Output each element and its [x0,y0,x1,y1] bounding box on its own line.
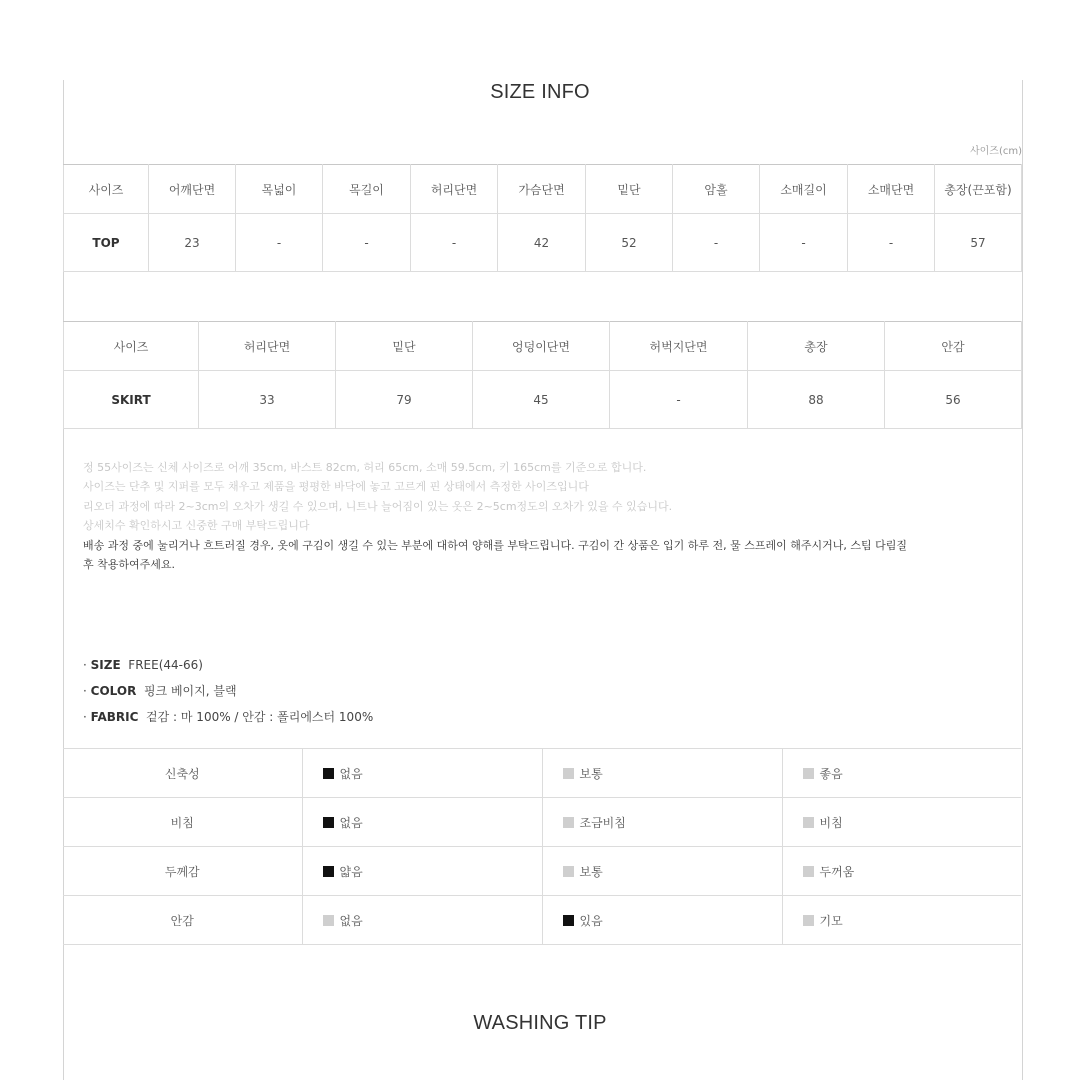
checkbox-square-icon [803,817,814,828]
spec-key: COLOR [90,684,137,698]
checkbox-square-icon [803,768,814,779]
attribute-option [302,798,542,847]
attribute-label: 안감 [63,896,302,945]
header-cell: 사이즈 [64,322,199,371]
table-cell: 42 [498,214,586,272]
attribute-option [302,847,542,896]
checkbox-square-icon [323,866,334,877]
note-line: 리오더 과정에 따라 2~3cm의 오차가 생길 수 있으며, 니트나 늘어짐이 있는 옷은 2~5cm정도의 오차가 있을 수 있습니다. [83,499,673,513]
top-size-table [63,164,1022,272]
attribute-option [542,896,782,945]
table-cell: 57 [935,214,1022,272]
checkbox-square-icon [563,817,574,828]
row-label: TOP [64,214,149,272]
header-cell: 엉덩이단면 [473,322,610,371]
measurement-notes [83,458,1013,574]
table-cell: - [236,214,323,272]
header-cell: 목넓이 [236,165,323,214]
attribute-option [782,749,1021,798]
header-cell: 허리단면 [411,165,498,214]
table-cell: 56 [885,371,1022,429]
attribute-label: 두께감 [63,847,302,896]
option-label: 보통 [579,766,603,781]
size-info-title: SIZE INFO [490,81,590,103]
attribute-label: 비침 [63,798,302,847]
attribute-option [302,896,542,945]
header-cell: 안감 [885,322,1022,371]
product-specs [83,652,373,730]
checkbox-square-icon [563,866,574,877]
checkbox-square-icon [323,817,334,828]
attribute-option [542,847,782,896]
option-label: 기모 [819,913,843,928]
option-label: 없음 [339,815,363,830]
table-cell: - [673,214,760,272]
table-cell: 52 [586,214,673,272]
option-label: 없음 [339,766,363,781]
attribute-row [63,847,1021,896]
header-cell: 목길이 [323,165,411,214]
header-cell: 총장(끈포함) [935,165,1022,214]
attribute-row [63,896,1021,945]
header-cell: 가슴단면 [498,165,586,214]
spec-size: · SIZE FREE(44-66) [83,658,203,672]
option-label: 얇음 [339,864,363,879]
attribute-label: 신축성 [63,749,302,798]
checkbox-square-icon [563,915,574,926]
spec-key: FABRIC [90,710,139,724]
header-cell: 총장 [748,322,885,371]
option-label: 좋음 [819,766,843,781]
header-cell: 소매단면 [848,165,935,214]
table-cell: - [323,214,411,272]
checkbox-square-icon [803,915,814,926]
option-label: 비침 [819,815,843,830]
attribute-option [782,798,1021,847]
skirt-size-table [63,321,1022,429]
spec-value: 핑크 베이지, 블랙 [143,684,237,698]
checkbox-square-icon [563,768,574,779]
unit-note: 사이즈(cm) [969,146,1022,157]
spec-color: · COLOR 핑크 베이지, 블랙 [83,684,237,698]
option-label: 없음 [339,913,363,928]
attribute-option [542,749,782,798]
attribute-row [63,749,1021,798]
header-cell: 허리단면 [199,322,336,371]
spec-fabric: · FABRIC 겉감 : 마 100% / 안감 : 폴리에스터 100% [83,710,374,724]
option-label: 보통 [579,864,603,879]
header-cell: 밑단 [336,322,473,371]
table-row [64,214,1022,272]
spec-value: 겉감 : 마 100% / 안감 : 폴리에스터 100% [146,710,374,724]
fabric-attribute-table [63,748,1021,945]
note-line: 상세치수 확인하시고 신중한 구매 부탁드립니다 [83,519,310,533]
attribute-option [542,798,782,847]
option-label: 조금비침 [579,815,626,830]
note-line: 후 착용하여주세요. [83,558,176,572]
header-cell: 어깨단면 [149,165,236,214]
note-line: 정 55사이즈는 신체 사이즈로 어깨 35cm, 바스트 82cm, 허리 65cm, 소매 59.5cm, 키 165cm를 기준으로 합니다. [83,461,647,474]
checkbox-square-icon [323,915,334,926]
option-label: 있음 [579,913,603,928]
table-cell: - [411,214,498,272]
table-header-row [64,322,1022,371]
note-line: 배송 과정 중에 눌리거나 흐트러질 경우, 옷에 구김이 생길 수 있는 부분에 대하여 양해를 부탁드립니다. 구김이 간 상품은 입기 하루 전, 물 스프레이 해주시거나, 스팀 다림질 [83,538,907,552]
header-cell: 소매길이 [760,165,848,214]
checkbox-square-icon [323,768,334,779]
attribute-option [782,847,1021,896]
table-header-row [64,165,1022,214]
table-cell: 33 [199,371,336,429]
table-cell: - [610,371,748,429]
attribute-option [302,749,542,798]
checkbox-square-icon [803,866,814,877]
table-cell: 79 [336,371,473,429]
spec-value: FREE(44-66) [128,658,203,672]
header-cell: 사이즈 [64,165,149,214]
washing-tip-title: WASHING TIP [473,1012,607,1034]
table-cell: 23 [149,214,236,272]
spec-key: SIZE [90,658,121,672]
header-cell: 밑단 [586,165,673,214]
attribute-row [63,798,1021,847]
header-cell: 암홀 [673,165,760,214]
row-label: SKIRT [64,371,199,429]
table-cell: 45 [473,371,610,429]
option-label: 두꺼움 [819,864,855,879]
table-cell: - [760,214,848,272]
table-cell: - [848,214,935,272]
header-cell: 허벅지단면 [610,322,748,371]
table-cell: 88 [748,371,885,429]
attribute-option [782,896,1021,945]
table-row [64,371,1022,429]
note-line: 사이즈는 단추 및 지퍼를 모두 채우고 제품을 평평한 바닥에 놓고 고르게 핀 상태에서 측정한 사이즈입니다 [83,480,589,494]
